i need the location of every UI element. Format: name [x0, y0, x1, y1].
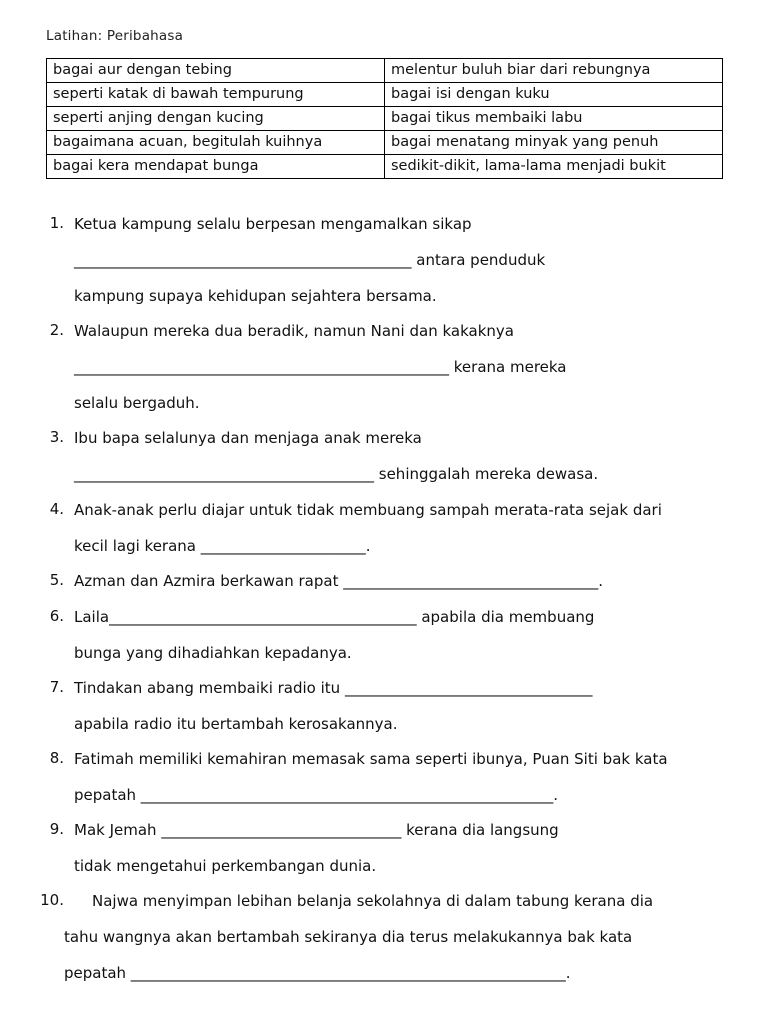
question-line: Fatimah memiliki kemahiran memasak sama seperti ibunya, Puan Siti bak kata: [74, 750, 668, 768]
question-line: __________________________________________________ kerana mereka: [74, 358, 567, 376]
table-cell: bagai isi dengan kuku: [385, 83, 723, 107]
table-cell: bagai menatang minyak yang penuh: [385, 131, 723, 155]
table-cell: bagai tikus membaiki labu: [385, 107, 723, 131]
question-line: Mak Jemah ________________________________ kerana dia langsung: [74, 821, 559, 839]
question-line: Azman dan Azmira berkawan rapat __________________________________.: [74, 572, 603, 590]
table-row: [47, 131, 723, 155]
question-line: kampung supaya kehidupan sejahtera bersama.: [74, 287, 437, 305]
table-cell: seperti anjing dengan kucing: [47, 107, 385, 131]
table-row: [47, 83, 723, 107]
table-row: [47, 155, 723, 179]
table-cell: melentur buluh biar dari rebungnya: [385, 59, 723, 83]
question-number: 9.: [49, 820, 64, 838]
question-number: 1.: [49, 214, 64, 232]
question-line: apabila radio itu bertambah kerosakannya.: [74, 715, 398, 733]
table-cell: bagai aur dengan tebing: [47, 59, 385, 83]
question-line: bunga yang dihadiahkan kepadanya.: [74, 644, 352, 662]
table-row: [47, 59, 723, 83]
question-number: 8.: [49, 749, 64, 767]
question-number: 5.: [49, 571, 64, 589]
question-number: 2.: [49, 321, 64, 339]
question-line: Anak-anak perlu diajar untuk tidak membuang sampah merata-rata sejak dari: [74, 501, 662, 519]
question-number: 10.: [40, 891, 64, 909]
question-line: selalu bergaduh.: [74, 394, 200, 412]
question-number: 3.: [49, 428, 64, 446]
question-line: Tindakan abang membaiki radio itu _________________________________: [74, 679, 593, 697]
question-line: Ibu bapa selalunya dan menjaga anak mereka: [74, 429, 422, 447]
proverb-table: [46, 58, 723, 179]
table-cell: bagai kera mendapat bunga: [47, 155, 385, 179]
question-line: Laila_________________________________________ apabila dia membuang: [74, 608, 595, 626]
question-number: 4.: [49, 500, 64, 518]
question-line: _____________________________________________ antara penduduk: [74, 251, 546, 269]
table-cell: bagaimana acuan, begitulah kuihnya: [47, 131, 385, 155]
table-cell: seperti katak di bawah tempurung: [47, 83, 385, 107]
question-line: kecil lagi kerana ______________________.: [74, 537, 371, 555]
question-line: Walaupun mereka dua beradik, namun Nani dan kakaknya: [74, 322, 514, 340]
table-row: [47, 107, 723, 131]
question-line: pepatah _______________________________________________________.: [74, 786, 559, 804]
question-line: tidak mengetahui perkembangan dunia.: [74, 857, 377, 875]
question-line: Najwa menyimpan lebihan belanja sekolahnya di dalam tabung kerana dia: [92, 892, 654, 910]
question-line: ________________________________________ sehinggalah mereka dewasa.: [74, 465, 599, 483]
question-line: pepatah __________________________________________________________.: [64, 964, 571, 982]
question-line: Ketua kampung selalu berpesan mengamalkan sikap: [74, 215, 472, 233]
question-line: tahu wangnya akan bertambah sekiranya dia terus melakukannya bak kata: [64, 928, 633, 946]
question-number: 6.: [49, 607, 64, 625]
worksheet-title: Latihan: Peribahasa: [46, 28, 184, 44]
table-cell: sedikit-dikit, lama-lama menjadi bukit: [385, 155, 723, 179]
question-number: 7.: [49, 678, 64, 696]
